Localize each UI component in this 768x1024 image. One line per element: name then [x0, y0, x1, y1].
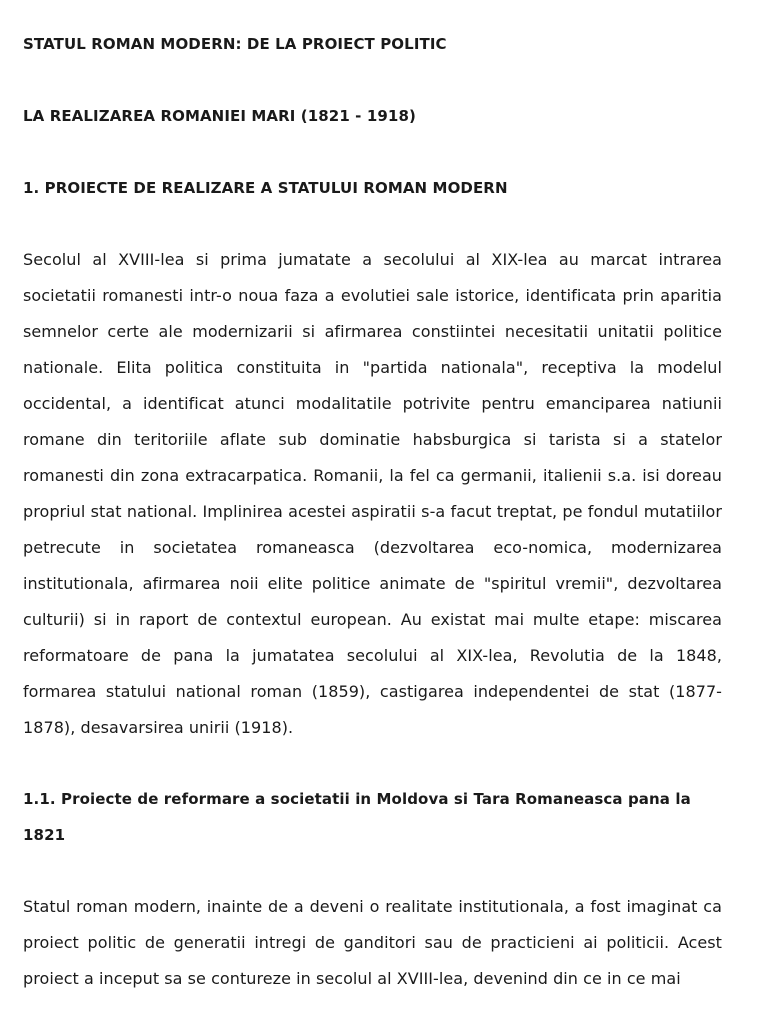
paragraph-1: Secolul al XVIII-lea si prima jumatate a secolului al XIX-lea au marcat intrarea societatii romanesti intr-o noua faza a evolutiei sale istorice, identificata prin aparitia semnelor certe ale modernizarii si afirmarea constiintei necesitatii unitatii politice nationale. Elita politica constituita in "partida nationala", receptiva la modelul occidental, a identificat atunci modalitatile potrivite pentru emanciparea natiunii romane din teritoriile aflate sub dominatie habsburgica si tarista si a statelor romanesti din zona extracarpatica. Romanii, la fel ca germanii, italienii s.a. isi doreau propriul stat national. Implinirea acestei aspiratii s-a facut treptat, pe fondul mutatiilor petrecute in societatea romaneasca (dezvoltarea eco-nomica, modernizarea institutionala, afirmarea noii elite politice animate de "spiritul vremii", dezvoltarea culturii) si in raport de contextul european. Au existat mai multe etape: miscarea reformatoare de pana la jumatatea secolului al XIX-lea, Revolutia de la 1848, formarea statului national roman (1859), castigarea independentei de stat (1877-1878), desavarsirea unirii (1918).: [23, 250, 722, 737]
document-title-line-1: STATUL ROMAN MODERN: DE LA PROIECT POLITIC: [23, 35, 447, 53]
subsection-heading: 1.1. Proiecte de reformare a societatii in Moldova si Tara Romaneasca pana la 1821: [23, 790, 691, 844]
document-title-line-2: LA REALIZAREA ROMANIEI MARI (1821 - 1918): [23, 107, 416, 125]
section-heading: 1. PROIECTE DE REALIZARE A STATULUI ROMAN MODERN: [23, 179, 508, 197]
paragraph-2: Statul roman modern, inainte de a deveni o realitate institutionala, a fost imaginat ca proiect politic de generatii intregi de ganditori sau de practicieni ai politicii. Acest proiect a inceput sa se contureze in secolul al XVIII-lea, devenind din ce in ce mai: [23, 897, 722, 988]
